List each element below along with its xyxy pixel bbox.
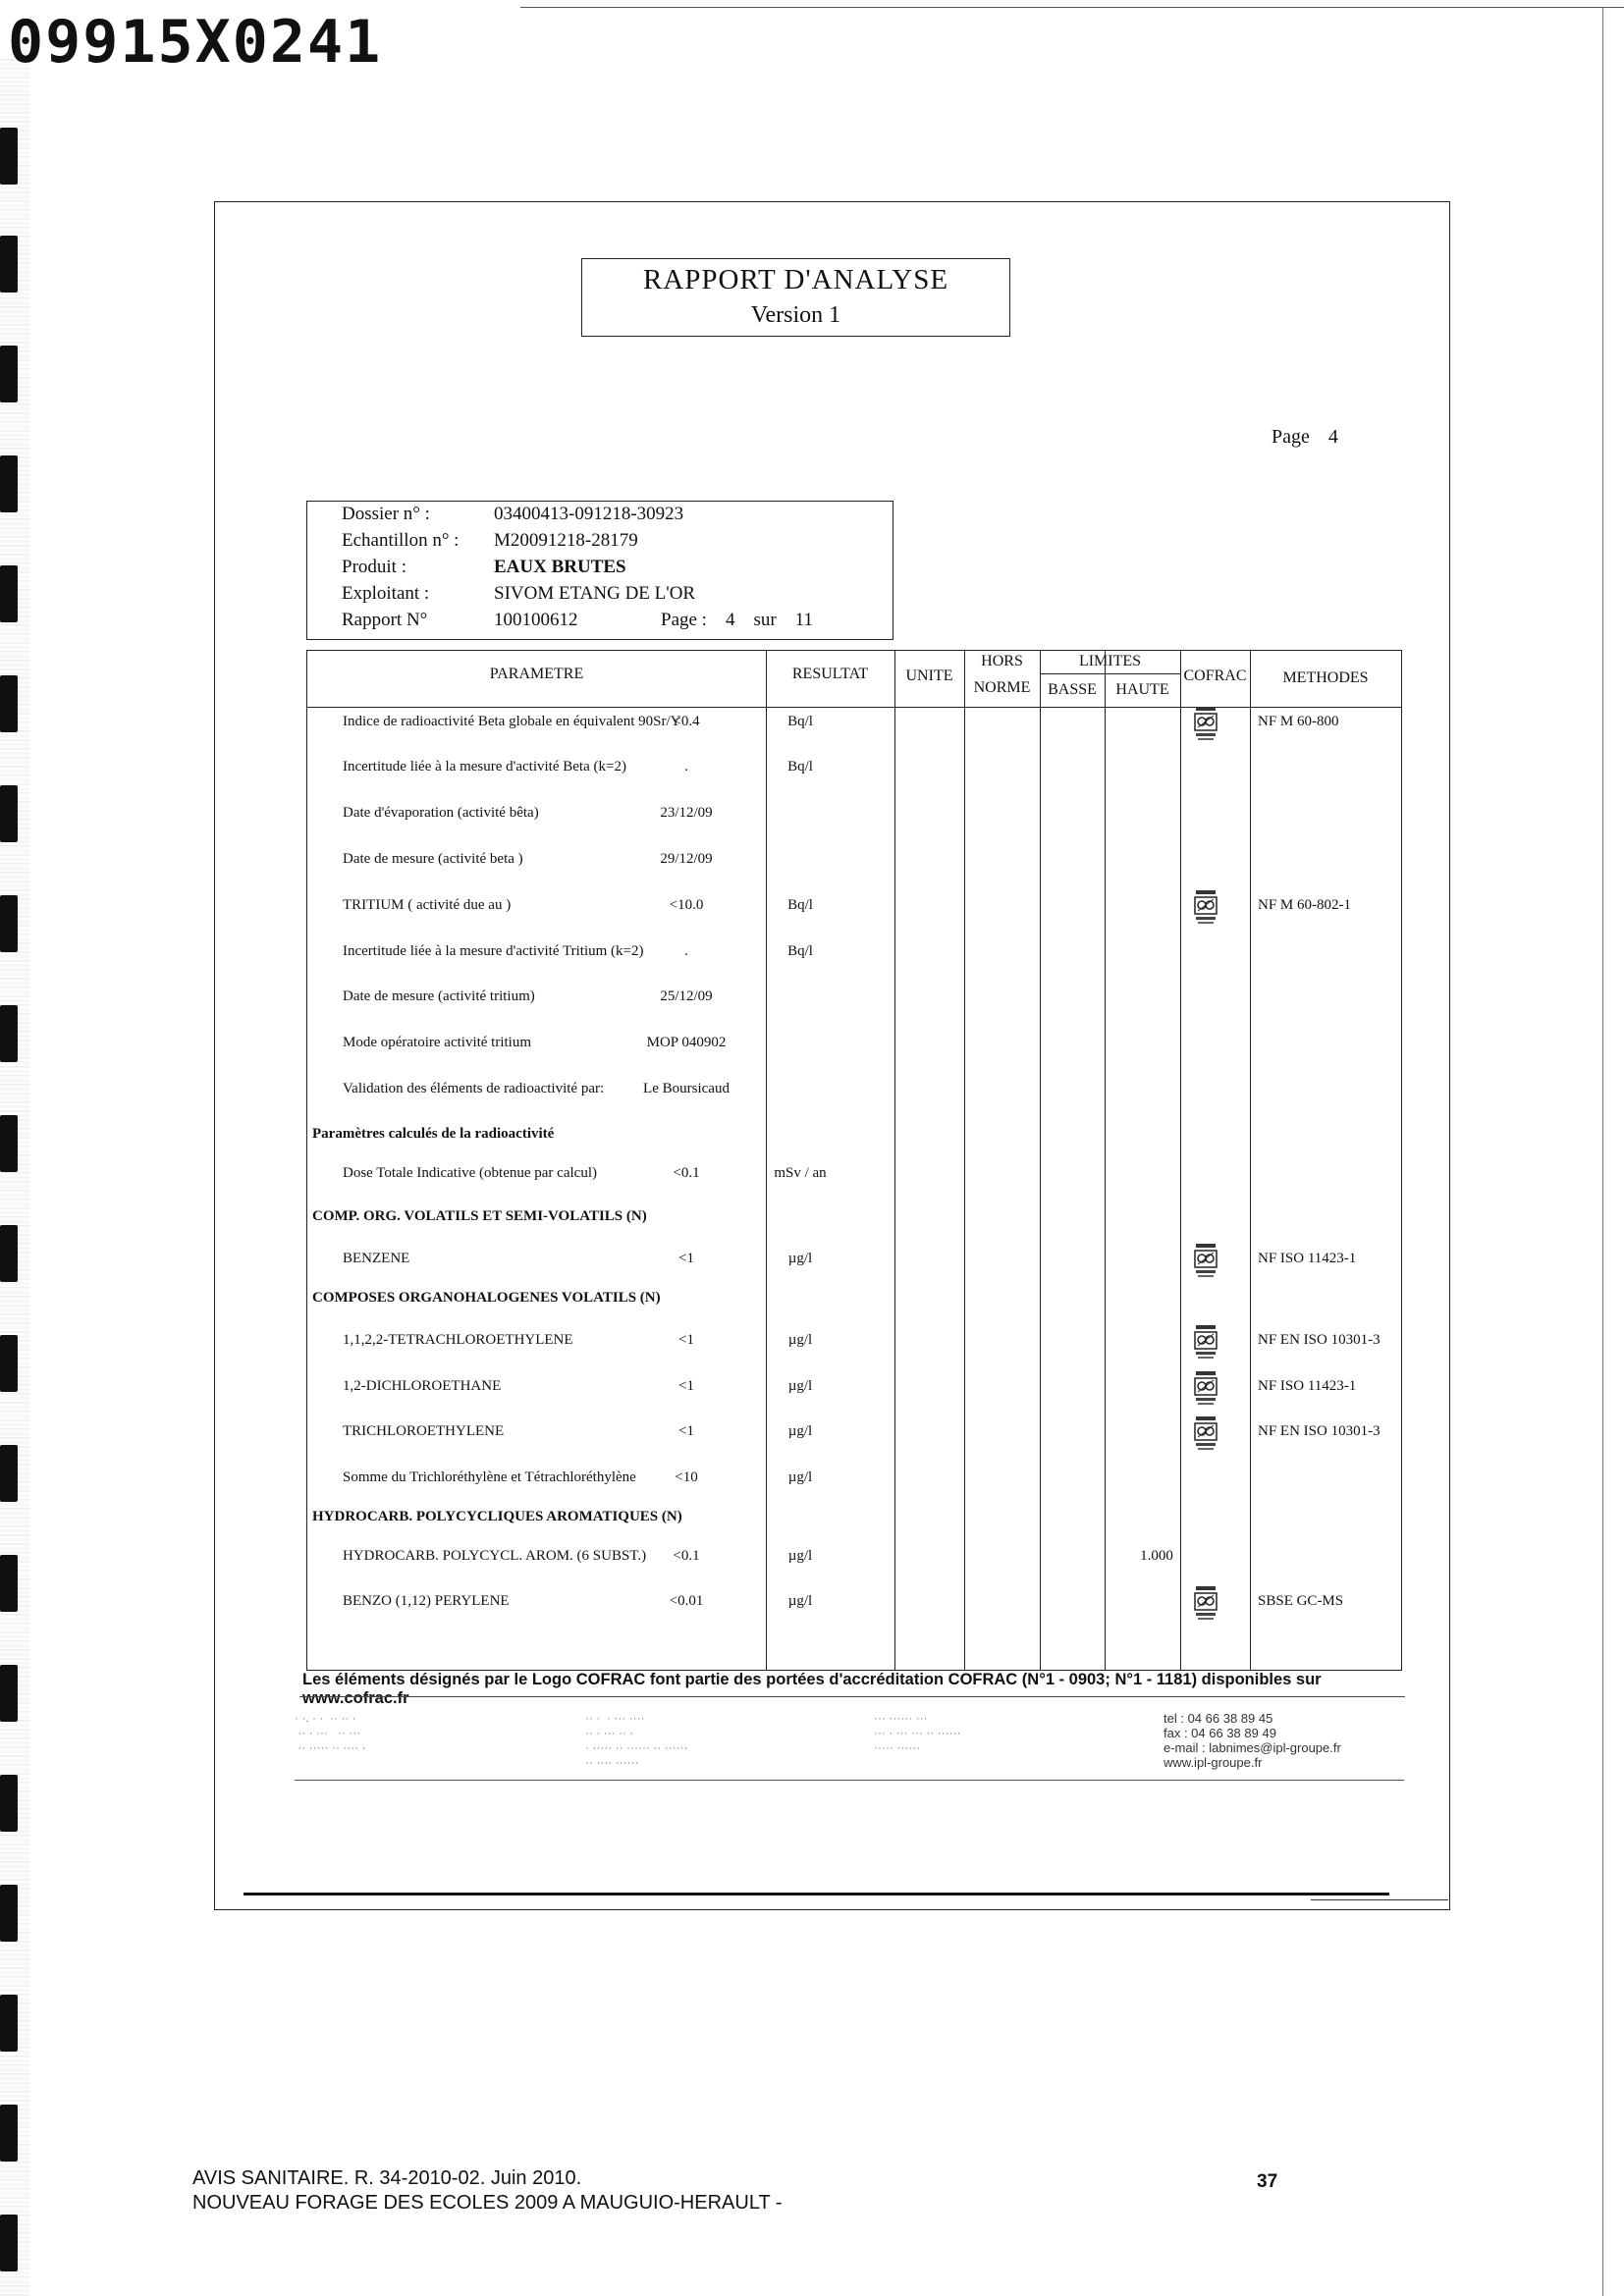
- rapport-value: 100100612: [494, 610, 578, 630]
- result-value: <10: [675, 1469, 698, 1485]
- result-value: <1: [678, 1332, 694, 1348]
- faded-lab-block: ··· ······ ··· ··· · ··· ··· ·· ······ ····· ······: [874, 1711, 961, 1754]
- result-value: 25/12/09: [660, 988, 713, 1004]
- binder-hole: [0, 565, 18, 622]
- parameter-name: Incertitude liée à la mesure d'activité Beta (k=2): [343, 759, 626, 774]
- produit-value: EAUX BRUTES: [494, 557, 626, 577]
- footer-page-number: 37: [1257, 2171, 1278, 2192]
- parameter-name: Somme du Trichloréthylène et Tétrachloréthylène: [343, 1469, 636, 1485]
- binder-hole: [0, 2215, 18, 2271]
- section-heading: HYDROCARB. POLYCYCLIQUES AROMATIQUES (N): [312, 1509, 682, 1524]
- parameter-name: 1,1,2,2-TETRACHLOROETHYLENE: [343, 1332, 573, 1348]
- binder-hole: [0, 1665, 18, 1722]
- header-limites: LIMITES: [1078, 653, 1142, 669]
- section-heading: COMP. ORG. VOLATILS ET SEMI-VOLATILS (N): [312, 1208, 647, 1224]
- binder-hole: [0, 1005, 18, 1062]
- rapport-page: Page : 4 sur 11: [661, 610, 813, 630]
- exploitant-label: Exploitant :: [342, 583, 430, 604]
- binder-hole: [0, 128, 18, 185]
- footer-line-2: NOUVEAU FORAGE DES ECOLES 2009 A MAUGUIO-HERAULT -: [192, 2192, 783, 2214]
- binder-hole: [0, 785, 18, 842]
- method-value: NF M 60-800: [1258, 714, 1339, 729]
- result-value: <0.1: [673, 1165, 700, 1181]
- parameter-name: Validation des éléments de radioactivité par:: [343, 1081, 605, 1096]
- binder-hole: [0, 455, 18, 512]
- binder-hole: [0, 1225, 18, 1282]
- result-value: Le Boursicaud: [643, 1081, 730, 1096]
- method-value: NF ISO 11423-1: [1258, 1251, 1357, 1266]
- bottom-rule-short: [1311, 1899, 1448, 1900]
- binder-hole: [0, 1995, 18, 2052]
- result-value: <1: [678, 1378, 694, 1394]
- result-value: .: [684, 759, 688, 774]
- binder-hole: [0, 1775, 18, 1832]
- header-resultat: RESULTAT: [791, 666, 869, 682]
- header-unite: UNITE: [905, 667, 953, 684]
- cofrac-logo-icon: [1193, 1416, 1218, 1452]
- method-value: SBSE GC-MS: [1258, 1593, 1344, 1609]
- result-value: <1: [678, 1251, 694, 1266]
- result-value: <1: [678, 1423, 694, 1439]
- binder-hole: [0, 895, 18, 952]
- faded-phone-block: ·· · · ··· ···· ·· · ··· ·· · · ····· ·· ······ ·· ······ ·· ···· ······: [585, 1711, 688, 1769]
- parameter-name: Date de mesure (activité beta ): [343, 851, 523, 867]
- report-version: Version 1: [750, 302, 841, 328]
- result-value: <0.4: [673, 714, 700, 729]
- cofrac-logo-icon: [1193, 1371, 1218, 1407]
- unit-value: µg/l: [787, 1548, 813, 1564]
- unit-value: µg/l: [787, 1332, 813, 1348]
- parameter-name: Date d'évaporation (activité bêta): [343, 805, 539, 821]
- faded-address-block: · ·. · · ·· ·· · ·· · ··· ·· ··· ·· ····· ·· ···· ·: [295, 1711, 366, 1754]
- contact-block: [1164, 1711, 1341, 1770]
- header-norme: NORME: [973, 679, 1031, 696]
- method-value: NF EN ISO 10301-3: [1258, 1423, 1380, 1439]
- binder-hole: [0, 1115, 18, 1172]
- header-parametre: PARAMETRE: [489, 666, 584, 682]
- result-value: 23/12/09: [660, 805, 713, 821]
- header-hors: HORS: [981, 653, 1023, 669]
- contact-email: e-mail : labnimes@ipl-groupe.fr: [1164, 1740, 1341, 1755]
- parameter-name: BENZO (1,12) PERYLENE: [343, 1593, 510, 1609]
- parameter-name: Incertitude liée à la mesure d'activité Tritium (k=2): [343, 943, 644, 959]
- parameter-name: 1,2-DICHLOROETHANE: [343, 1378, 502, 1394]
- contact-web: www.ipl-groupe.fr: [1164, 1755, 1263, 1770]
- unit-value: Bq/l: [787, 714, 813, 729]
- binder-hole: [0, 1885, 18, 1942]
- cofrac-logo-icon: [1193, 890, 1218, 926]
- contact-fax: fax : 04 66 38 89 49: [1164, 1726, 1276, 1740]
- scan-top-edge: [520, 7, 1624, 8]
- report-title-box: [581, 258, 1010, 337]
- report-title: RAPPORT D'ANALYSE: [642, 264, 949, 295]
- parameter-name: TRICHLOROETHYLENE: [343, 1423, 505, 1439]
- parameter-name: TRITIUM ( activité due au ): [343, 897, 512, 913]
- result-value: <0.01: [669, 1593, 704, 1609]
- footer-line-1: AVIS SANITAIRE. R. 34-2010-02. Juin 2010.: [192, 2167, 582, 2189]
- unit-value: Bq/l: [787, 943, 813, 959]
- echantillon-label: Echantillon n° :: [342, 530, 460, 551]
- section-heading: Paramètres calculés de la radioactivité: [312, 1126, 555, 1142]
- sample-info-box: [306, 501, 893, 640]
- rapport-label: Rapport N°: [342, 610, 428, 630]
- cofrac-logo-icon: [1193, 1244, 1218, 1279]
- cofrac-logo-icon: [1193, 707, 1218, 742]
- bottom-rule: [244, 1893, 1389, 1896]
- unit-value: Bq/l: [787, 897, 813, 913]
- result-value: MOP 040902: [646, 1035, 727, 1050]
- method-value: NF ISO 11423-1: [1258, 1378, 1357, 1394]
- cofrac-logo-icon: [1193, 1325, 1218, 1361]
- binder-hole: [0, 346, 18, 402]
- dossier-label: Dossier n° :: [342, 504, 430, 524]
- parameter-name: BENZENE: [343, 1251, 410, 1266]
- header-basse: BASSE: [1048, 681, 1097, 698]
- unit-value: Bq/l: [787, 759, 813, 774]
- binder-hole: [0, 1335, 18, 1392]
- header-methodes: METHODES: [1282, 669, 1369, 686]
- method-value: NF M 60-802-1: [1258, 897, 1352, 913]
- result-value: <10.0: [669, 897, 704, 913]
- footnote-rule: [299, 1696, 1405, 1697]
- result-value: <0.1: [673, 1548, 700, 1564]
- unit-value: µg/l: [787, 1378, 813, 1394]
- section-heading: COMPOSES ORGANOHALOGENES VOLATILS (N): [312, 1290, 661, 1306]
- document-stamp-code: 09915X0241: [8, 8, 383, 77]
- header-cofrac: COFRAC: [1183, 667, 1247, 684]
- limit-haute-value: 1.000: [1140, 1548, 1173, 1564]
- cofrac-logo-icon: [1193, 1586, 1218, 1622]
- parameter-name: Indice de radioactivité Beta globale en équivalent 90Sr/Y: [343, 714, 681, 729]
- header-haute: HAUTE: [1115, 681, 1169, 698]
- exploitant-value: SIVOM ETANG DE L'OR: [494, 583, 696, 604]
- binder-hole: [0, 675, 18, 732]
- parameter-name: Mode opératoire activité tritium: [343, 1035, 532, 1050]
- cofrac-footnote: Les éléments désignés par le Logo COFRAC font partie des portées d'accréditation COFRAC (N°1 - 0903; N°1 - 1181) disponibles sur www.cofrac.fr: [302, 1671, 1322, 1707]
- parameter-name: HYDROCARB. POLYCYCL. AROM. (6 SUBST.): [343, 1548, 647, 1564]
- results-table: [306, 650, 1402, 1671]
- parameter-name: Dose Totale Indicative (obtenue par calcul): [343, 1165, 597, 1181]
- echantillon-value: M20091218-28179: [494, 530, 638, 551]
- binder-hole: [0, 236, 18, 293]
- binder-hole: [0, 1555, 18, 1612]
- method-value: NF EN ISO 10301-3: [1258, 1332, 1380, 1348]
- result-value: .: [684, 943, 688, 959]
- produit-label: Produit :: [342, 557, 406, 577]
- result-value: 29/12/09: [660, 851, 713, 867]
- unit-value: µg/l: [787, 1469, 813, 1485]
- unit-value: µg/l: [787, 1423, 813, 1439]
- unit-value: µg/l: [787, 1251, 813, 1266]
- unit-value: mSv / an: [774, 1165, 827, 1181]
- dossier-value: 03400413-091218-30923: [494, 504, 684, 524]
- parameter-name: Date de mesure (activité tritium): [343, 988, 535, 1004]
- binder-hole: [0, 1445, 18, 1502]
- scan-right-edge: [1602, 7, 1603, 2296]
- binder-hole: [0, 2105, 18, 2162]
- page-label: Page 4: [1272, 426, 1338, 448]
- unit-value: µg/l: [787, 1593, 813, 1609]
- contact-tel: tel : 04 66 38 89 45: [1164, 1711, 1273, 1726]
- address-rule: [295, 1780, 1404, 1781]
